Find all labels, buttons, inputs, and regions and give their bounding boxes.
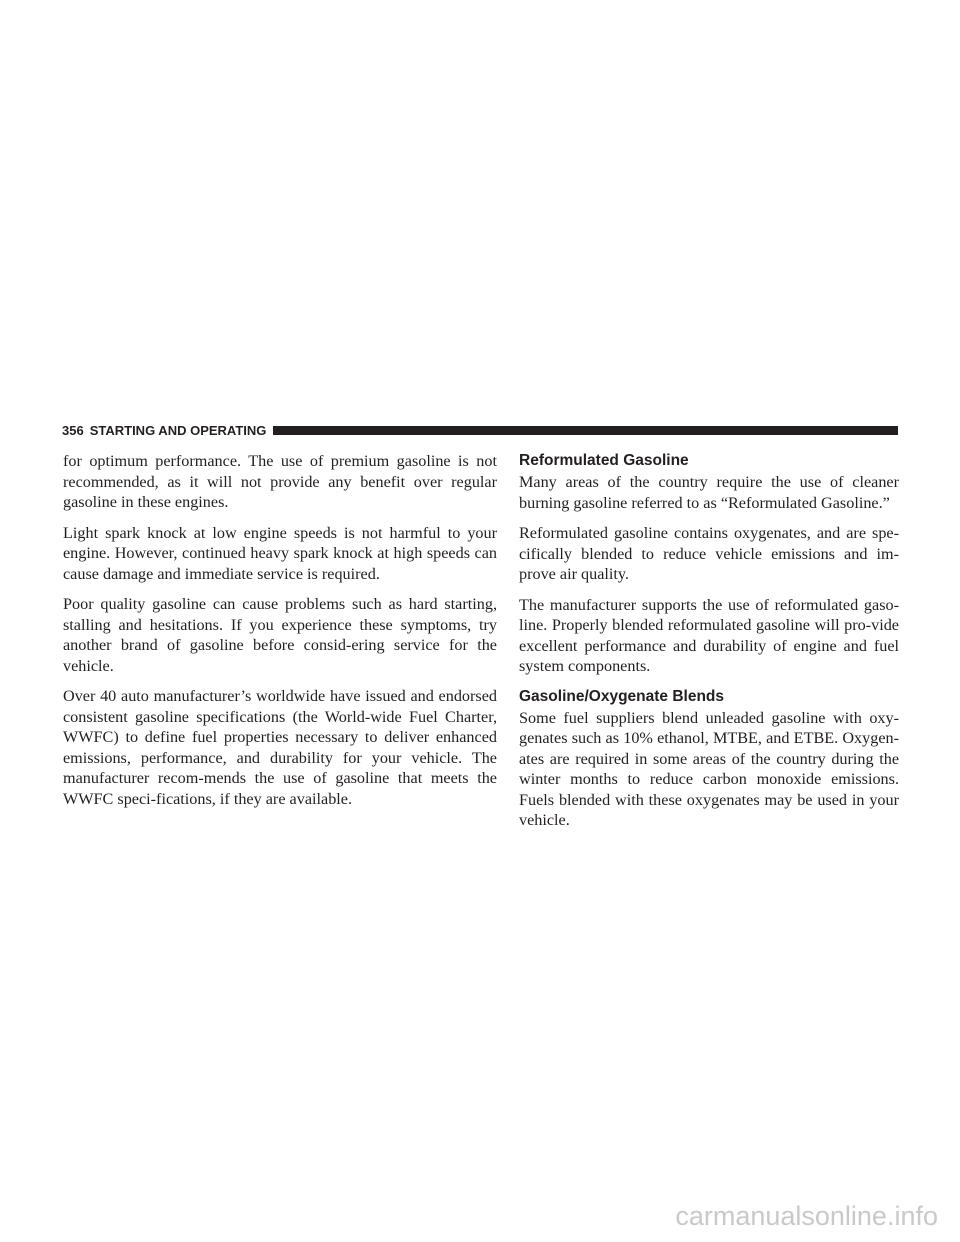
section-heading-oxygenate: Gasoline/Oxygenate Blends — [519, 687, 725, 705]
header-rule — [273, 426, 898, 435]
page-header — [62, 419, 898, 441]
section-heading-reformulated: Reformulated Gasoline — [519, 452, 689, 469]
paragraph: for optimum performance. The use of premium gasoline is not recommended, as it will not provide any benefit over regular gasoline in these engines. — [63, 452, 497, 511]
left-column — [63, 451, 497, 819]
paragraph: Over 40 auto manufacturer’s worldwide have issued and endorsed consistent gasoline specifications (the World-wide Fuel Charter, WWFC) to define fuel properties necessary to deliver enhanced emissions, performance, and durability for your vehicle. The manufacturer recom-mends the use of gasoline that meets the WWFC speci-fications, if they are available. — [63, 687, 497, 808]
paragraph: Many areas of the country require the use of cleaner burning gasoline referred to as “Reformulated Gasoline.” — [519, 473, 899, 512]
section-title: STARTING AND OPERATING — [89, 422, 267, 438]
paragraph: The manufacturer supports the use of reformulated gaso-line. Properly blended reformulated gasoline will pro-vide excellent performance and durability of engine and fuel system components. — [519, 595, 899, 675]
paragraph: Light spark knock at low engine speeds is not harmful to your engine. However, continued heavy spark knock at high speeds can cause damage and immediate service is required. — [63, 523, 497, 583]
page-number: 356 — [62, 422, 84, 438]
paragraph: Reformulated gasoline contains oxygenates, and are spe-cifically blended to reduce vehicle emissions and im-prove air quality. — [519, 524, 899, 583]
paragraph: Some fuel suppliers blend unleaded gasoline with oxy-genates such as 10% ethanol, MTBE, and ETBE. Oxygen-ates are required in some areas of the country during the winter months to reduce carbon monoxide emissions. Fuels blended with these oxygenates may be used in your vehicle. — [519, 708, 899, 829]
watermark: carmanualsonline.info — [675, 1201, 938, 1231]
paragraph: Poor quality gasoline can cause problems such as hard starting, stalling and hesitations. If you experience these symptoms, try another brand of gasoline before consid-ering service for the vehicle. — [63, 595, 497, 675]
right-column — [519, 451, 899, 841]
